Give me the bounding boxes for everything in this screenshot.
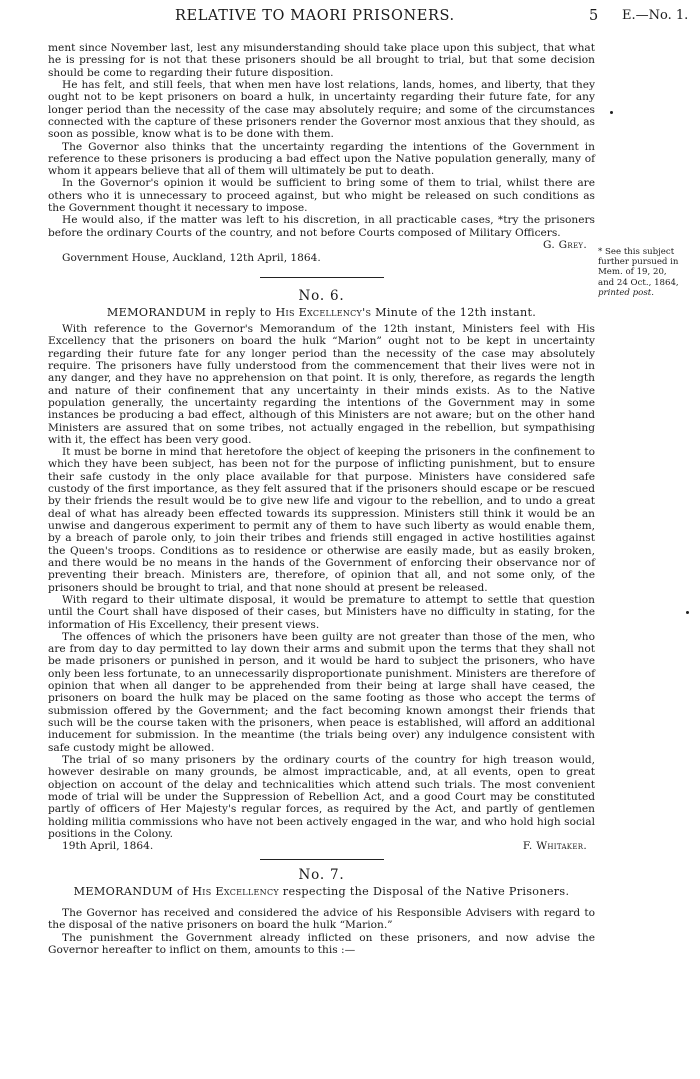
paragraph: In the Governor's opinion it would be sufficient to bring some of them to trial, whilst there are others who it is unnecessary to proceed against, but who might be released on such conditions as the Government thought it necessary to impose. bbox=[48, 177, 595, 215]
document-reference: E.—No. 1. bbox=[622, 8, 689, 23]
marginal-note-line: printed post. bbox=[598, 287, 654, 298]
title-smallcaps: His Excellency's bbox=[275, 306, 372, 319]
memo-date: 19th April, 1864. bbox=[62, 840, 154, 853]
memorandum-no-6 bbox=[48, 287, 595, 853]
paragraph: With regard to their ultimate disposal, it would be premature to attempt to settle that question until the Court shall have disposed of their cases, but Ministers have no difficulty in stating, for the information of His Excellency, their present views. bbox=[48, 593, 595, 631]
paragraph: It must be borne in mind that heretofore the object of keeping the prisoners in the confinement to which they have been subject, has been not for the purpose of inflicting punishment, but to ensure their safe custody in the only place available for that purpose. Ministers have considered safe custody of the first importance, as they felt assured that if the prisoners should escape or be rescued by their friends the result would be to give new life and vigour to the rebellion, and to undo a great deal of what has already been effected towards its suppression. Ministers still think it would be an unwise and dangerous experiment to permit any of them to have such liberty as would enable them, by a breach of parole only, to join their tribes and friends still engaged in active hostilities against the Queen's troops. Conditions as to residence or otherwise are easily made, but as easily broken, and there would be no means in the hands of the Government of enforcing their observance nor of preventing their breach. Ministers are, therefore, of opinion that all, and not some only, of the prisoners should be brought to trial, and that none should at present be released. bbox=[48, 446, 595, 594]
marginal-note bbox=[598, 247, 698, 298]
title-text: MEMORANDUM in reply to bbox=[106, 306, 276, 319]
title-text: Minute of the 12th instant. bbox=[371, 306, 537, 319]
signature-row bbox=[48, 239, 595, 252]
print-speck bbox=[686, 611, 689, 614]
signature-whitaker: F. Whitaker. bbox=[522, 840, 587, 853]
paragraph: The Governor has received and considered the advice of his Responsible Advisers with regard to the disposal of the native prisoners on board the hulk “Marion.” bbox=[48, 907, 595, 932]
paragraph: With reference to the Governor's Memorandum of the 12th instant, Ministers feel with His Excellency that the prisoners on board the hulk “Marion” ought not to be kept in uncertainty regarding their future fate for any longer period than the necessity of the case may absolutely require. The prisoners have fully understood from the commencement that their lives were not in any danger, and they have no apprehension on that point. It is only, therefore, as regards the length and nature of their confinement that any uncertainty in their minds exists. As to the Native population generally, the uncertainty regarding the intentions of the Government may in some instances be producing a bad effect, although of this Ministers are not aware; but on the other hand Ministers are assured that on some tribes, not actually engaged in the rebellion, but sympathising with it, the effect has been very good. bbox=[48, 323, 595, 446]
paragraph: ment since November last, lest any misunderstanding should take place upon this subject, that what he is pressing for is not that these prisoners should be all brought to trial, but that some decision should be come to regarding their future disposition. bbox=[48, 42, 595, 79]
section-number: No. 7. bbox=[298, 867, 345, 884]
document-body bbox=[48, 42, 595, 956]
page-number: 5 bbox=[589, 8, 599, 24]
date-signature-row bbox=[48, 840, 595, 853]
title-smallcaps: His Excellency bbox=[192, 885, 279, 899]
section-title bbox=[48, 884, 595, 899]
section-title bbox=[48, 305, 595, 320]
marginal-note-line: and 24 Oct., 1864, bbox=[598, 277, 679, 288]
paragraph: He would also, if the matter was left to his discretion, in all practicable cases, *try the prisoners before the ordinary Courts of the country, and not before Courts composed of Military Officers. bbox=[48, 214, 595, 239]
paragraph: The trial of so many prisoners by the ordinary courts of the country for high treason would, however desirable on many grounds, be almost impracticable, and, at all events, open to great objection on account of the delay and technicalities which attend such trials. The most convenient mode of trial will be under the Suppression of Rebellion Act, and a good Court may be constituted partly of officers of Her Majesty's regular forces, as required by the Act, and partly of gentlemen holding militia commissions who have not been actively engaged in the war, and who hold high social positions in the Colony. bbox=[48, 753, 595, 840]
title-text: MEMORANDUM of bbox=[73, 885, 193, 899]
signature-grey: G. Grey. bbox=[542, 239, 587, 251]
marginal-note-line: further pursued in bbox=[598, 257, 679, 268]
header-title: RELATIVE TO MAORI PRISONERS. bbox=[175, 8, 455, 24]
paragraph: He has felt, and still feels, that when men have lost relations, lands, homes, and liberty, that they ought not to be kept prisoners on board a hulk, in uncertainty regarding their future fate, for any longer period than the necessity of the case may absolutely require; and some of the circumstances connected with the capture of these prisoners render the Governor most anxious that they should, as soon as possible, know what is to be done with them. bbox=[48, 78, 595, 141]
paragraph: The Governor also thinks that the uncertainty regarding the intentions of the Government in reference to these prisoners is producing a bad effect upon the Native population generally, many of whom it appears believe that all of them will ultimately be put to death. bbox=[48, 140, 595, 178]
section-number: No. 6. bbox=[298, 288, 345, 304]
title-text: respecting the Disposal of the Native Prisoners. bbox=[278, 885, 570, 899]
place-date: Government House, Auckland, 12th April, 1864. bbox=[62, 252, 321, 264]
running-header bbox=[0, 8, 700, 28]
print-speck bbox=[610, 111, 613, 114]
paragraph: The offences of which the prisoners have been guilty are not greater than those of the men, who are from day to day permitted to lay down their arms and submit upon the terms that they shall not be made prisoners or punished in person, and it would be hard to subject the prisoners, who have only been less fortunate, to an unnecessarily disproportionate punishment. Ministers are therefore of opinion that when all danger to be apprehended from their being at large shall have ceased, the prisoners on board the hulk may be placed on the same footing as those who accept the terms of submission offered by the Government; and the fact becoming known amongst their friends that such will be the course taken with the prisoners, when peace is established, will afford an additional inducement for submission. In the meantime (the trials being over) any indulgence consistent with safe custody might be allowed. bbox=[48, 630, 595, 754]
marginal-note-line: Mem. of 19, 20, bbox=[598, 267, 667, 278]
governor-memorandum-continued bbox=[48, 42, 595, 265]
place-date-row bbox=[48, 252, 595, 265]
marginal-note-line: * See this subject bbox=[598, 247, 675, 257]
paragraph: The punishment the Government already inflicted on these prisoners, and now advise the Governor hereafter to inflict on them, amounts to this :— bbox=[48, 931, 595, 957]
memorandum-no-7 bbox=[48, 866, 595, 956]
